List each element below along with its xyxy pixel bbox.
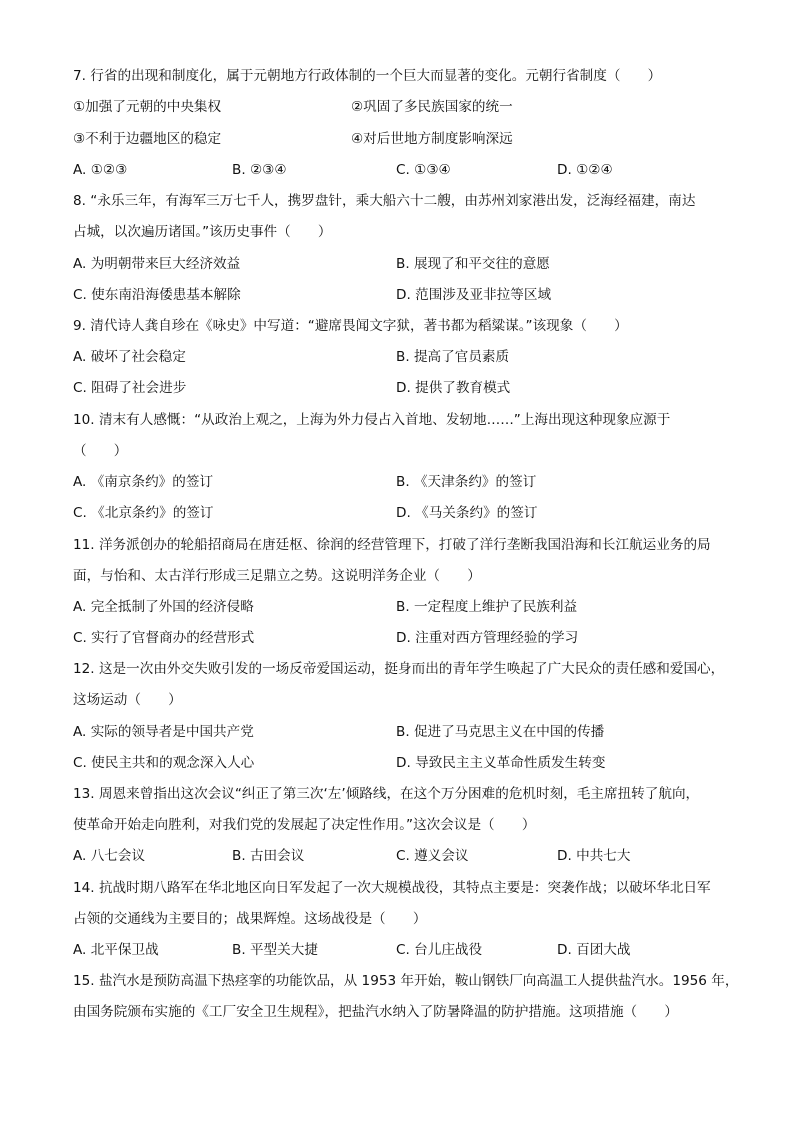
- question-15-stem-line-2: 由国务院颁布实施的《工厂安全卫生规程》，把盐汽水纳入了防暑降温的防护措施。这项措施（ ）: [73, 1004, 678, 1020]
- question-11-option-c[interactable]: C. 实行了官督商办的经营形式: [73, 630, 255, 646]
- question-11-option-a[interactable]: A. 完全抵制了外国的经济侵略: [73, 599, 254, 615]
- question-14-stem-line-2: 占领的交通线为主要目的；战果辉煌。这场战役是（ ）: [73, 911, 427, 927]
- question-13-option-c[interactable]: C. 遵义会议: [396, 848, 469, 864]
- question-8-option-a[interactable]: A. 为明朝带来巨大经济效益: [73, 256, 241, 272]
- question-12-option-c[interactable]: C. 使民主共和的观念深入人心: [73, 755, 255, 771]
- question-11-option-b[interactable]: B. 一定程度上维护了民族利益: [396, 599, 578, 615]
- question-13-stem-line-2: 使革命开始走向胜利，对我们党的发展起了决定性作用。”这次会议是（ ）: [73, 817, 536, 833]
- question-7-statement-3: ③不利于边疆地区的稳定: [73, 131, 222, 147]
- question-10-stem-line-2: （ ）: [73, 443, 128, 459]
- question-7-option-c[interactable]: C. ①③④: [396, 162, 451, 178]
- question-12-stem-line-1: 12. 这是一次由外交失败引发的一场反帝爱国运动，挺身而出的青年学生唤起了广大民众的责任感和爱国心，: [73, 661, 725, 677]
- question-9-option-a[interactable]: A. 破坏了社会稳定: [73, 349, 186, 365]
- question-7-option-d[interactable]: D. ①②④: [557, 162, 613, 178]
- question-10-option-b[interactable]: B. 《天津条约》的签订: [396, 474, 537, 490]
- question-10-stem-line-1: 10. 清末有人感慨：“从政治上观之，上海为外力侵占入首地、发轫地……”上海出现这种现象应源于: [73, 412, 671, 428]
- question-8-option-b[interactable]: B. 展现了和平交往的意愿: [396, 256, 550, 272]
- question-12-stem-line-2: 这场运动（ ）: [73, 692, 182, 708]
- question-7-statement-4: ④对后世地方制度影响深远: [351, 131, 513, 147]
- question-11-stem-line-2: 面，与怡和、太古洋行形成三足鼎立之势。这说明洋务企业（ ）: [73, 568, 481, 584]
- question-14-stem-line-1: 14. 抗战时期八路军在华北地区向日军发起了一次大规模战役，其特点主要是：突袭作战；以破坏华北日军: [73, 880, 711, 896]
- question-10-option-c[interactable]: C. 《北京条约》的签订: [73, 505, 214, 521]
- question-13-option-b[interactable]: B. 古田会议: [232, 848, 305, 864]
- question-10-option-a[interactable]: A. 《南京条约》的签订: [73, 474, 214, 490]
- question-7-option-b[interactable]: B. ②③④: [232, 162, 287, 178]
- question-15-stem-line-1: 15. 盐汽水是预防高温下热痉挛的功能饮品，从 1953 年开始，鞍山钢铁厂向高温工人提供盐汽水。1956 年，: [73, 973, 739, 989]
- question-12-option-b[interactable]: B. 促进了马克思主义在中国的传播: [396, 724, 605, 740]
- question-9-stem: 9. 清代诗人龚自珍在《咏史》中写道：“避席畏闻文字狱，著书都为稻粱谋。”该现象（ ）: [73, 318, 628, 334]
- question-13-option-d[interactable]: D. 中共七大: [557, 848, 631, 864]
- question-8-stem-line-2: 占城，以次遍历诸国。”该历史事件（ ）: [73, 224, 332, 240]
- question-14-option-b[interactable]: B. 平型关大捷: [232, 942, 318, 958]
- question-7-stem: 7. 行省的出现和制度化，属于元朝地方行政体制的一个巨大而显著的变化。元朝行省制度（ ）: [73, 68, 662, 84]
- question-8-option-c[interactable]: C. 使东南沿海倭患基本解除: [73, 287, 241, 303]
- question-13-option-a[interactable]: A. 八七会议: [73, 848, 146, 864]
- question-9-option-d[interactable]: D. 提供了教育模式: [396, 380, 511, 396]
- question-12-option-d[interactable]: D. 导致民主主义革命性质发生转变: [396, 755, 606, 771]
- question-7-statement-1: ①加强了元朝的中央集权: [73, 99, 222, 115]
- question-14-option-c[interactable]: C. 台儿庄战役: [396, 942, 483, 958]
- question-14-option-d[interactable]: D. 百团大战: [557, 942, 631, 958]
- question-14-option-a[interactable]: A. 北平保卫战: [73, 942, 159, 958]
- question-7-statement-2: ②巩固了多民族国家的统一: [351, 99, 513, 115]
- question-11-option-d[interactable]: D. 注重对西方管理经验的学习: [396, 630, 579, 646]
- question-9-option-c[interactable]: C. 阻碍了社会进步: [73, 380, 187, 396]
- question-12-option-a[interactable]: A. 实际的领导者是中国共产党: [73, 724, 254, 740]
- question-8-stem-line-1: 8. “永乐三年，有海军三万七千人，携罗盘针，乘大船六十二艘，由苏州刘家港出发，泛海经福建，南达: [73, 193, 696, 209]
- question-7-option-a[interactable]: A. ①②③: [73, 162, 128, 178]
- question-13-stem-line-1: 13. 周恩来曾指出这次会议“纠正了第三次‘左’倾路线，在这个万分困难的危机时刻，毛主席扭转了航向，: [73, 786, 700, 802]
- question-9-option-b[interactable]: B. 提高了官员素质: [396, 349, 510, 365]
- question-11-stem-line-1: 11. 洋务派创办的轮船招商局在唐廷枢、徐润的经营管理下，打破了洋行垄断我国沿海和长江航运业务的局: [73, 537, 711, 553]
- question-8-option-d[interactable]: D. 范围涉及亚非拉等区域: [396, 287, 552, 303]
- question-10-option-d[interactable]: D. 《马关条约》的签订: [396, 505, 538, 521]
